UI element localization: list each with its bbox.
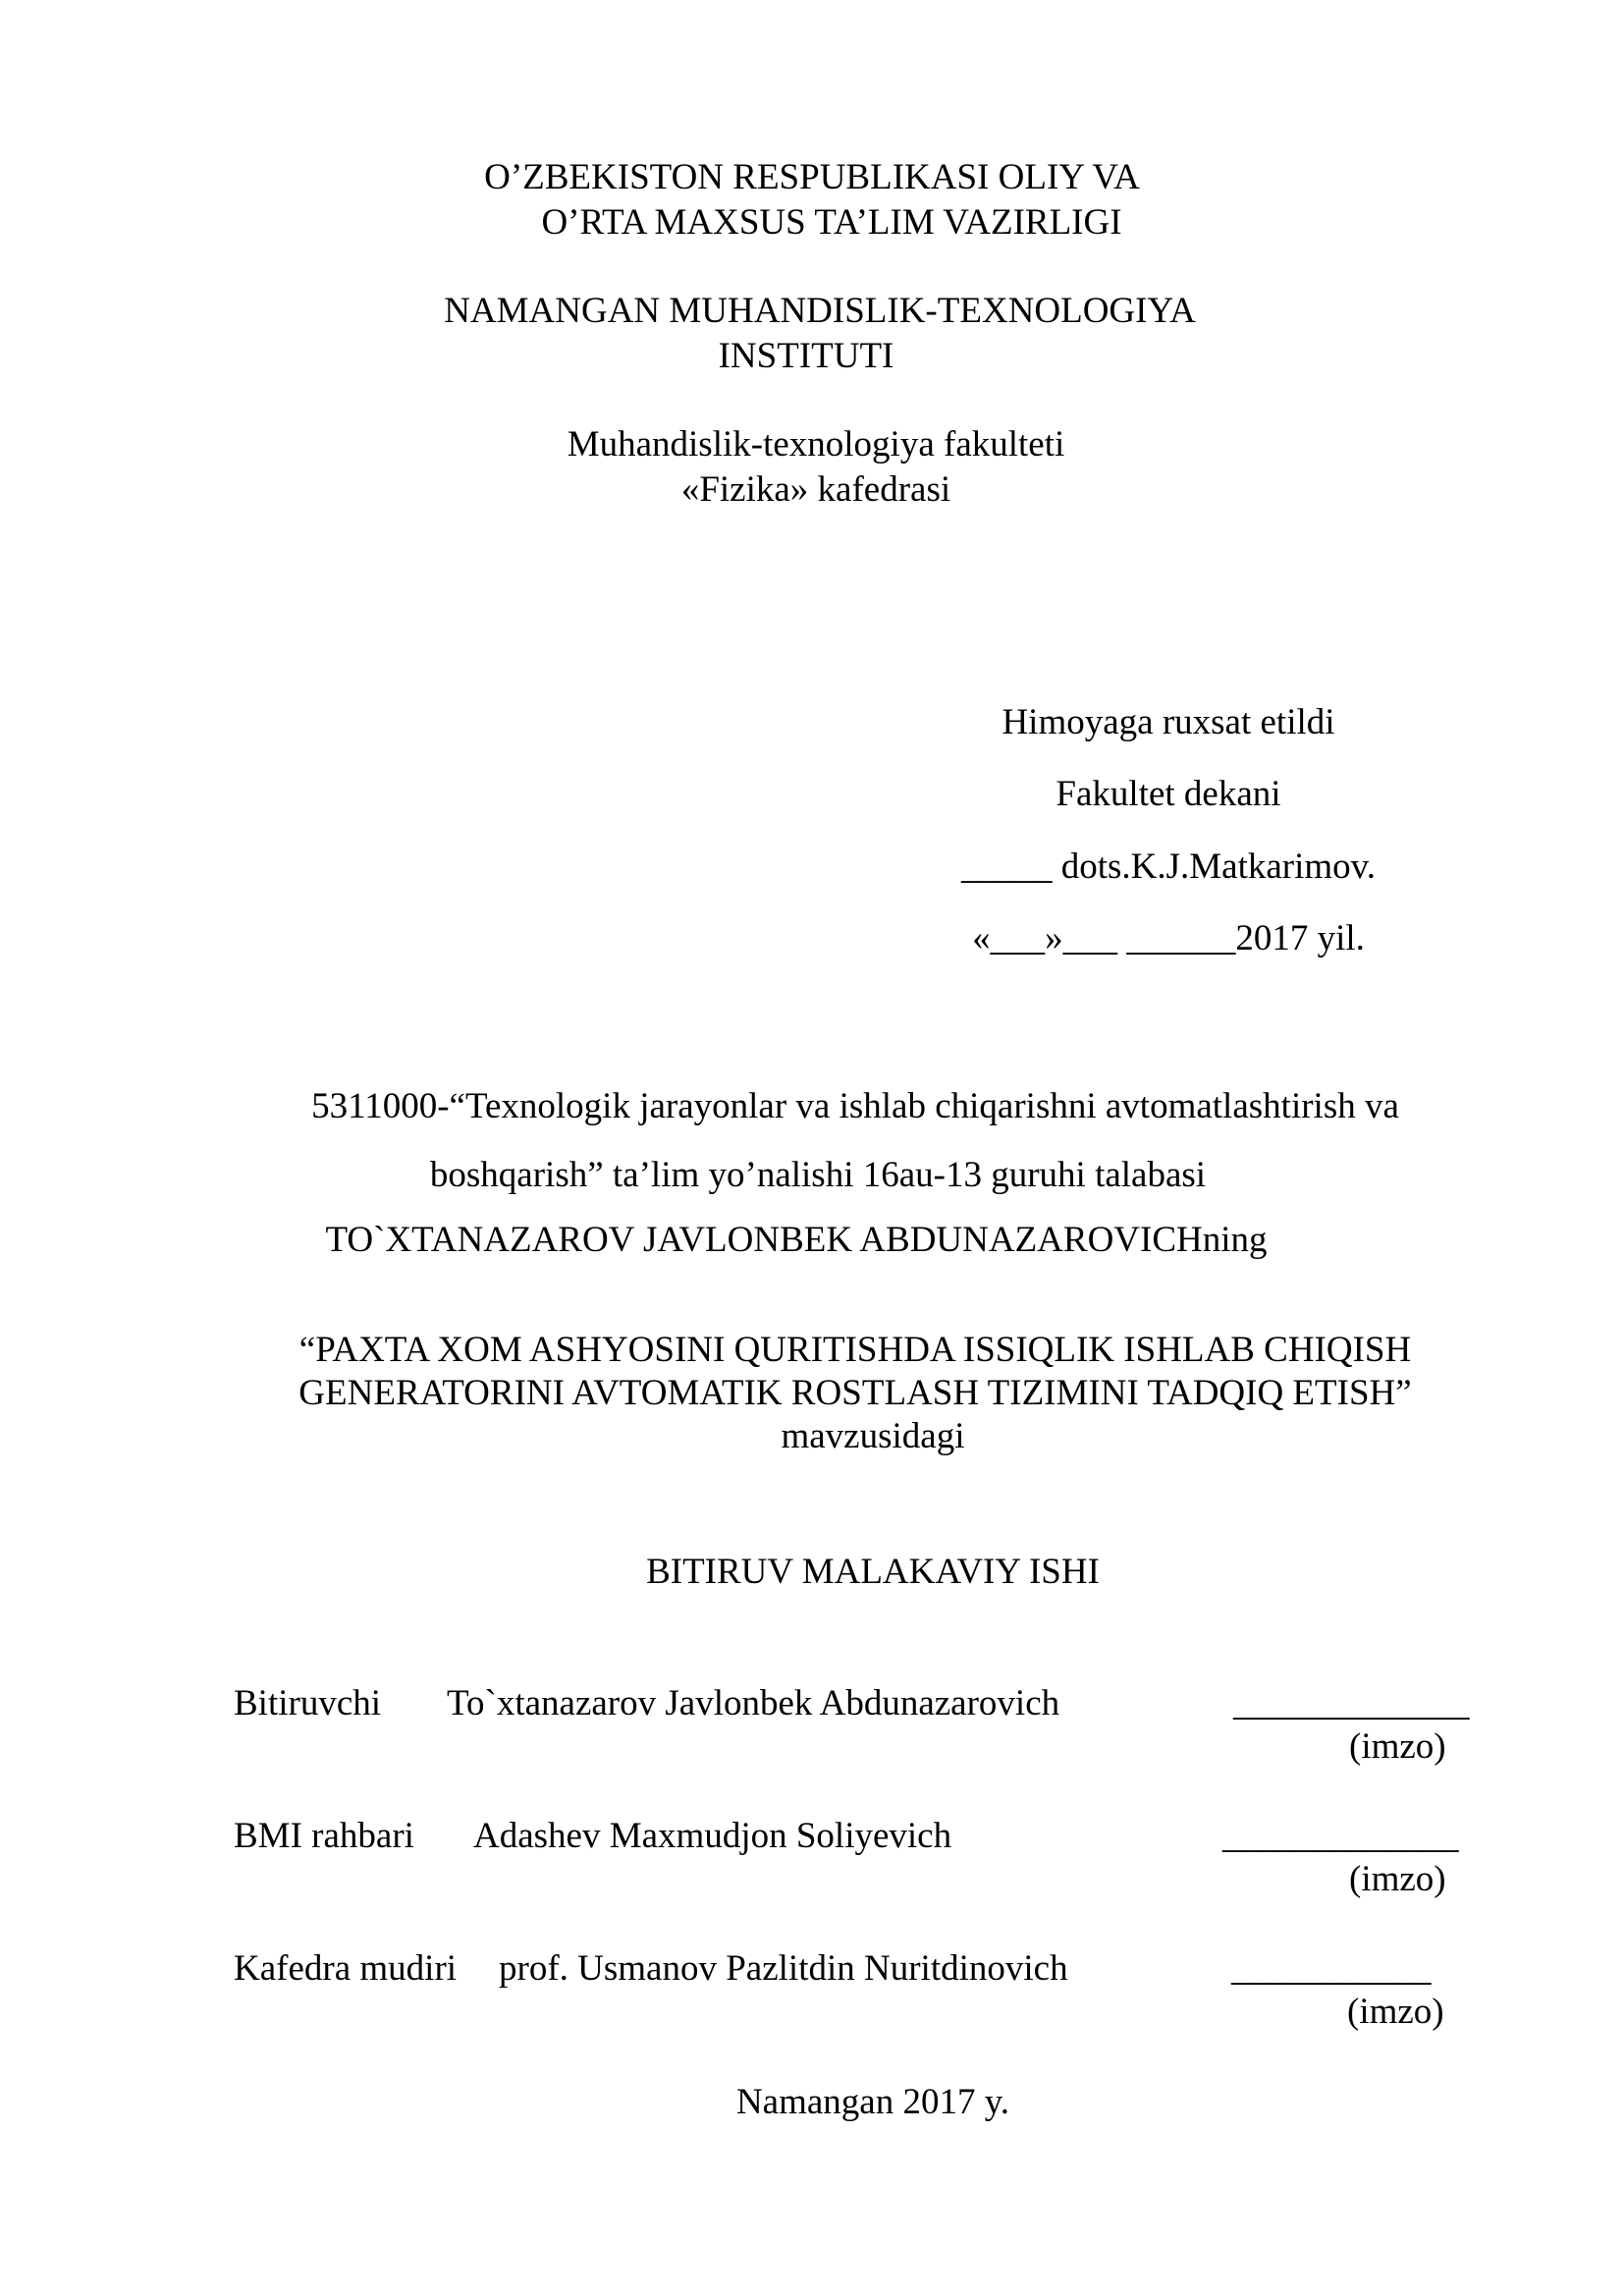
topic-line-3: mavzusidagi bbox=[781, 1416, 965, 1456]
signature-caption: (imzo) bbox=[1349, 1859, 1446, 1899]
signature-caption: (imzo) bbox=[1347, 1992, 1444, 2032]
signature-row-graduate bbox=[0, 1681, 1624, 1779]
topic-line-1: “PAXTA XOM ASHYOSINI QURITISHDA ISSIQLIK ISHLAB CHIQISH bbox=[298, 1330, 1412, 1370]
student-specialty-line-2: boshqarish” ta’lim yo’nalishi 16au-13 guruhi talabasi bbox=[429, 1155, 1207, 1195]
footer-place-year: Namangan 2017 y. bbox=[735, 2082, 1010, 2122]
institute-line-2: INSTITUTI bbox=[718, 336, 894, 376]
approval-date: «___»___ ______2017 yil. bbox=[972, 918, 1365, 958]
signature-person-name: prof. Usmanov Pazlitdin Nuritdinovich bbox=[499, 1948, 1068, 1989]
department-name: «Fizika» kafedrasi bbox=[680, 469, 951, 510]
approval-dean-title: Fakultet dekani bbox=[1056, 774, 1281, 814]
topic-line-2: GENERATORINI AVTOMATIK ROSTLASH TIZIMINI TADQIQ ETISH” bbox=[298, 1373, 1412, 1413]
ministry-line-2: O’RTA MAXSUS TA’LIM VAZIRLIGI bbox=[541, 202, 1122, 243]
approval-dean-name: _____ dots.K.J.Matkarimov. bbox=[960, 847, 1377, 887]
signature-line: _____________ bbox=[1222, 1816, 1459, 1856]
signature-role: BMI rahbari bbox=[234, 1816, 414, 1856]
signature-line: ___________ bbox=[1231, 1948, 1432, 1989]
signature-row-supervisor bbox=[0, 1814, 1624, 1912]
student-specialty-line-1: 5311000-“Texnologik jarayonlar va ishlab chiqarishni avtomatlashtirish va bbox=[311, 1086, 1399, 1126]
work-type-title: BITIRUV MALAKAVIY ISHI bbox=[646, 1552, 1100, 1592]
ministry-line-1: O’ZBEKISTON RESPUBLIKASI OLIY VA bbox=[484, 157, 1140, 197]
student-full-name: TO`XTANAZAROV JAVLONBEK ABDUNAZAROVICHning bbox=[325, 1220, 1268, 1260]
approval-permission: Himoyaga ruxsat etildi bbox=[1001, 702, 1335, 742]
signature-person-name: To`xtanazarov Javlonbek Abdunazarovich bbox=[447, 1683, 1060, 1723]
signature-line: _____________ bbox=[1233, 1683, 1470, 1723]
signature-caption: (imzo) bbox=[1349, 1726, 1446, 1767]
signature-person-name: Adashev Maxmudjon Soliyevich bbox=[473, 1816, 952, 1856]
signature-row-department-head bbox=[0, 1946, 1624, 2045]
signature-role: Kafedra mudiri bbox=[234, 1948, 458, 1989]
institute-line-1: NAMANGAN MUHANDISLIK-TEXNOLOGIYA bbox=[444, 291, 1196, 331]
faculty-name: Muhandislik-texnologiya fakulteti bbox=[567, 424, 1065, 465]
signature-role: Bitiruvchi bbox=[234, 1683, 382, 1723]
